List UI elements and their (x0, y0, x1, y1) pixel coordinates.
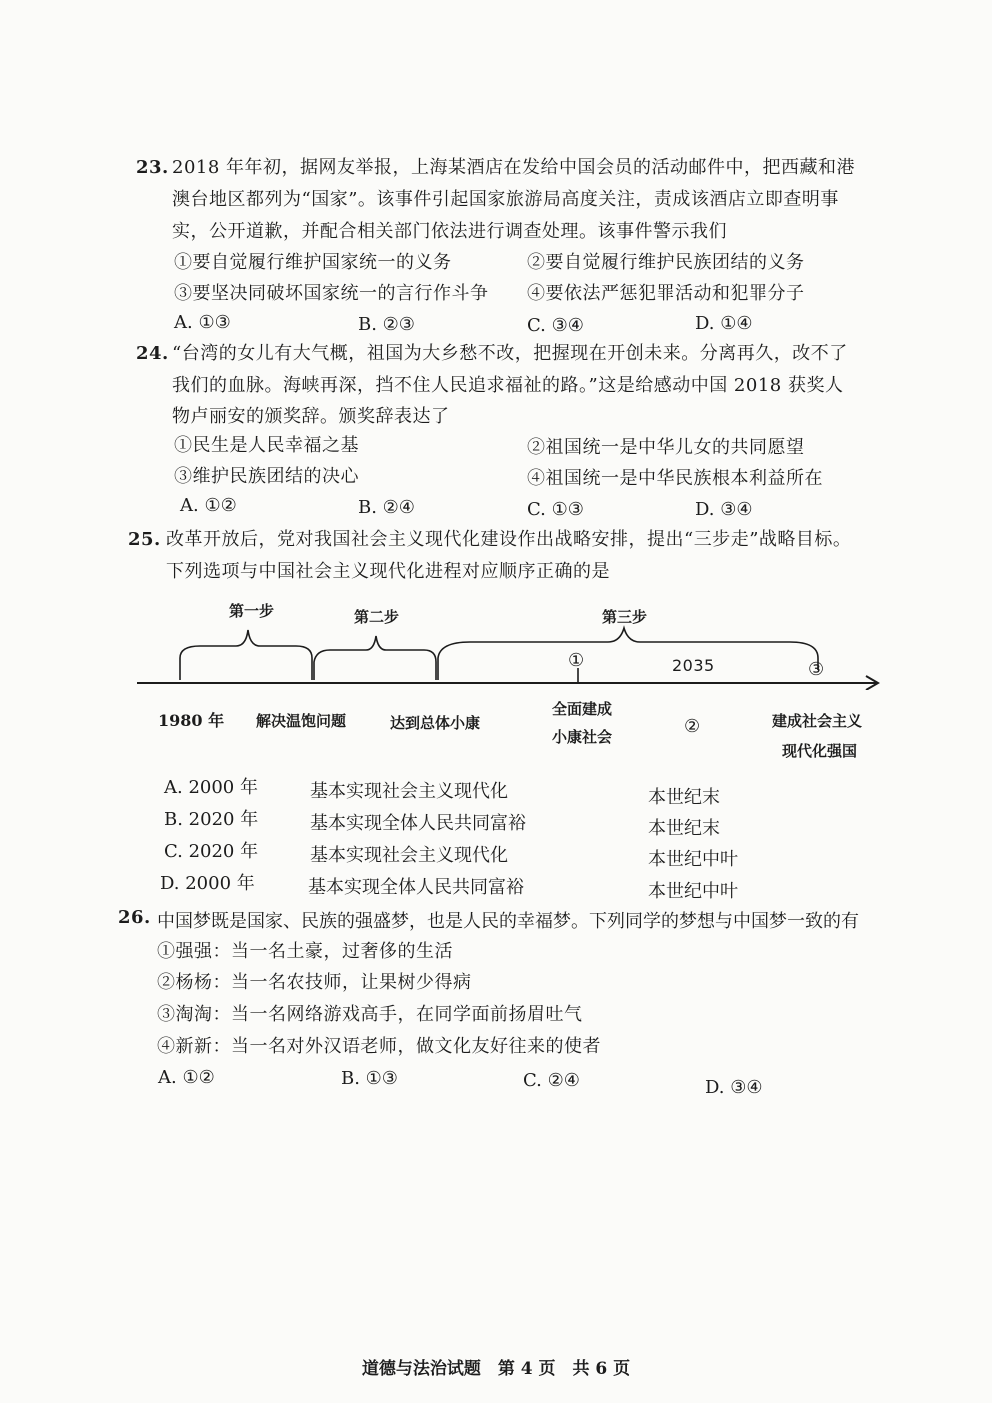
statement-item: ④要依法严惩犯罪活动和犯罪分子 (527, 283, 805, 304)
question-text-line: 我们的血脉。海峡再深，挡不住人民追求福祉的路。”这是给感动中国 2018 获奖人 (172, 375, 844, 396)
timeline-marker: ③ (808, 659, 825, 680)
choice-a: A. ①③ (174, 312, 231, 333)
statement-item: ①民生是人民幸福之基 (174, 435, 359, 456)
statement-item: ②要自觉履行维护民族团结的义务 (527, 252, 805, 273)
statement-item: ①强强：当一名土豪，过奢侈的生活 (157, 941, 453, 962)
statement-item: ②杨杨：当一名农技师，让果树少得病 (157, 972, 472, 993)
timeline-label: 解决温饱问题 (256, 712, 347, 730)
choice-b: B. 2020 年 (164, 809, 259, 830)
brace-step-1 (180, 630, 312, 680)
choice-d: D. 2000 年 (160, 873, 255, 894)
choice-c: C. ②④ (523, 1070, 580, 1091)
choice-d-middle: 基本实现全体人民共同富裕 (308, 877, 524, 898)
question-text-line: 改革开放后，党对我国社会主义现代化建设作出战略安排，提出“三步走”战略目标。 (166, 529, 852, 550)
question-text-line: 澳台地区都列为“国家”。该事件引起国家旅游局高度关注，责成该酒店立即查明事 (172, 189, 839, 210)
choice-a: A. ①② (158, 1067, 215, 1088)
statement-item: ①要自觉履行维护国家统一的义务 (174, 252, 452, 273)
choice-b: B. ②③ (358, 314, 415, 335)
choice-c: C. 2020 年 (164, 841, 259, 862)
statement-item: ②祖国统一是中华儿女的共同愿望 (527, 437, 805, 458)
question-number: 25. (128, 529, 161, 550)
brace-step-2 (314, 636, 436, 680)
choice-c-middle: 基本实现社会主义现代化 (310, 845, 508, 866)
choice-a: A. 2000 年 (164, 777, 258, 798)
statement-item: ③要坚决同破坏国家统一的言行作斗争 (174, 283, 489, 304)
timeline-label: 建成社会主义 (772, 712, 863, 730)
question-text-line: 物卢丽安的颁奖辞。颁奖辞表达了 (172, 406, 450, 427)
choice-b-middle: 基本实现全体人民共同富裕 (310, 813, 526, 834)
statement-item: ④祖国统一是中华民族根本利益所在 (527, 468, 823, 489)
choice-d: D. ③④ (695, 499, 753, 520)
question-text-line: 实，公开道歉，并配合相关部门依法进行调查处理。该事件警示我们 (172, 221, 727, 242)
page-footer: 道德与法治试题 第 4 页 共 6 页 (361, 1359, 631, 1379)
question-number: 23. (136, 157, 169, 178)
statement-item: ③维护民族团结的决心 (174, 466, 359, 487)
choice-c: C. ①③ (527, 499, 584, 520)
timeline-marker: ① (568, 650, 585, 671)
choice-a: A. ①② (180, 495, 237, 516)
question-number: 24. (136, 343, 169, 364)
choice-d: D. ③④ (705, 1077, 763, 1098)
brace-step-3 (438, 628, 818, 680)
timeline-label: 1980 年 (158, 711, 225, 730)
choice-b: B. ②④ (358, 497, 415, 518)
choice-c: C. ③④ (527, 315, 584, 336)
timeline-label: 达到总体小康 (390, 714, 481, 732)
timeline-marker: ② (684, 716, 701, 737)
choice-b-end: 本世纪末 (648, 818, 720, 839)
timeline-label: 现代化强国 (782, 742, 858, 760)
question-text-line: 中国梦既是国家、民族的强盛梦，也是人民的幸福梦。下列同学的梦想与中国梦一致的有 (157, 911, 859, 932)
statement-item: ④新新：当一名对外汉语老师，做文化友好往来的使者 (157, 1036, 601, 1057)
timeline-label: 小康社会 (552, 728, 613, 746)
timeline-year: 2035 (672, 656, 715, 675)
choice-d-end: 本世纪中叶 (648, 881, 738, 902)
choice-c-end: 本世纪中叶 (648, 849, 738, 870)
choice-b: B. ①③ (341, 1068, 398, 1089)
question-number: 26. (118, 907, 151, 928)
timeline-label: 全面建成 (552, 700, 613, 718)
question-text-line: “台湾的女儿有大气概，祖国为大乡愁不改，把握现在开创未来。分离再久，改不了 (172, 343, 848, 364)
timeline-step-label: 第三步 (602, 608, 648, 626)
question-text-line: 2018 年年初，据网友举报，上海某酒店在发给中国会员的活动邮件中，把西藏和港 (172, 157, 856, 178)
timeline-diagram (0, 580, 992, 690)
timeline-step-label: 第二步 (354, 608, 400, 626)
question-text-line: 下列选项与中国社会主义现代化进程对应顺序正确的是 (166, 561, 610, 582)
choice-d: D. ①④ (695, 313, 753, 334)
timeline-step-label: 第一步 (229, 602, 275, 620)
choice-a-end: 本世纪末 (648, 787, 720, 808)
choice-a-middle: 基本实现社会主义现代化 (310, 781, 508, 802)
statement-item: ③淘淘：当一名网络游戏高手，在同学面前扬眉吐气 (157, 1004, 583, 1025)
